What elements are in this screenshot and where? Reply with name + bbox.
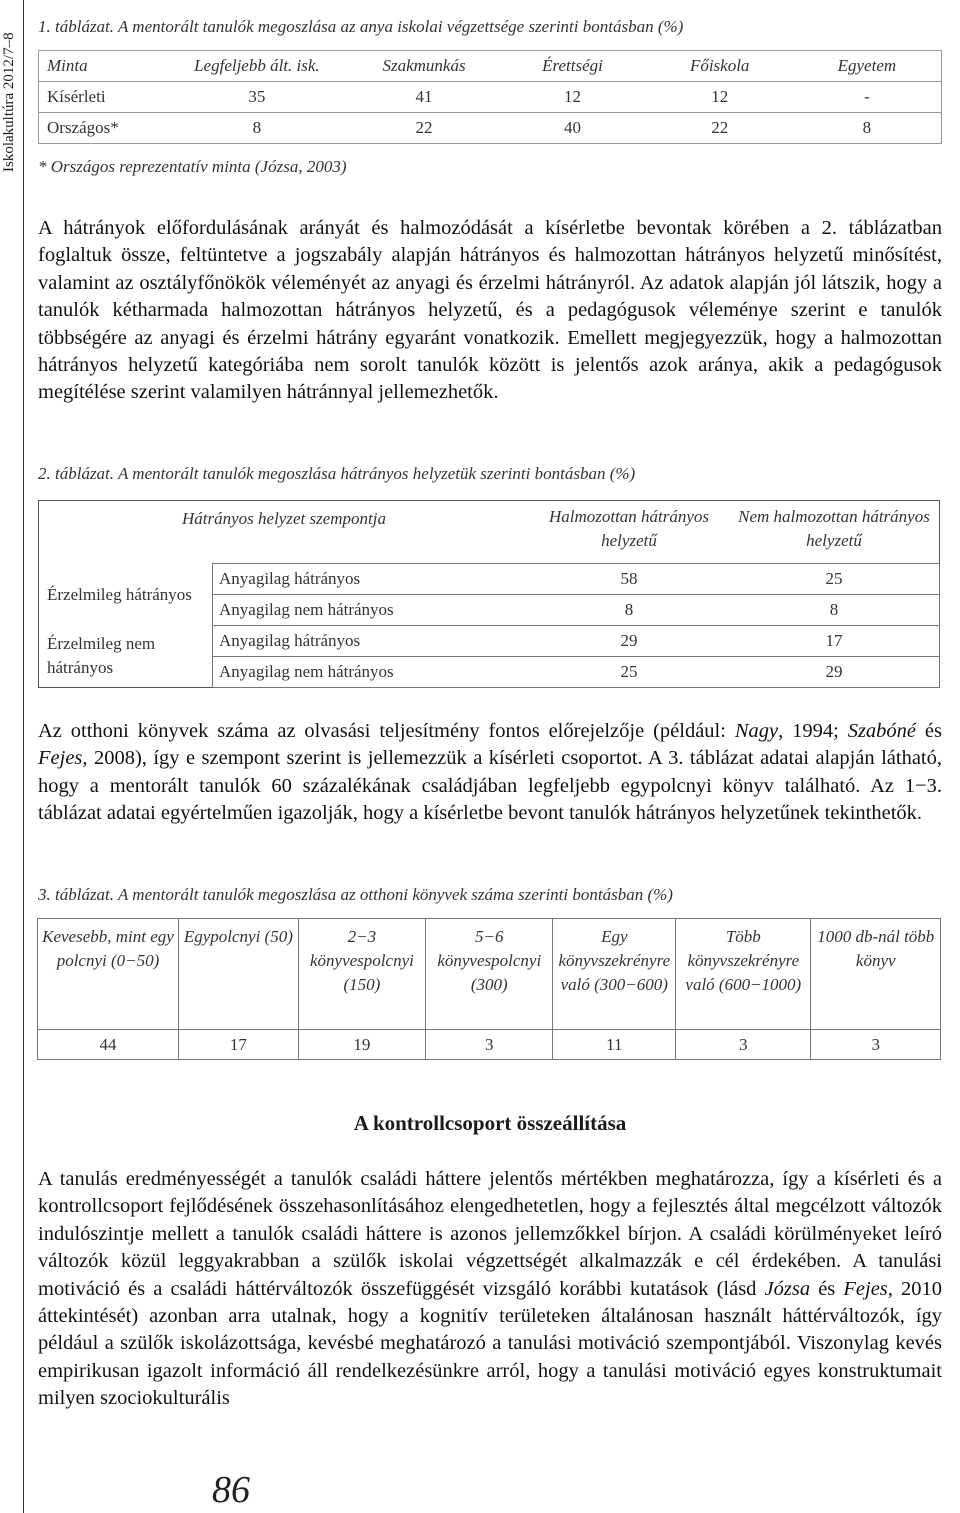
table2-cell: 25 bbox=[529, 657, 729, 688]
table1-row bbox=[39, 113, 942, 144]
body-paragraph-3 bbox=[38, 1166, 942, 1413]
table1-row bbox=[39, 82, 942, 113]
table1-cell: 35 bbox=[164, 82, 350, 113]
table2-group-label: Érzelmileg hátrányos bbox=[47, 584, 192, 604]
table3-cell: 3 bbox=[811, 1030, 941, 1060]
table1-header-cell: Minta bbox=[39, 51, 165, 82]
author-citation: Fejes bbox=[843, 1277, 888, 1300]
table2-group-label: Érzelmileg nem hátrányos bbox=[47, 634, 156, 678]
table3-header-cell: 5−6 könyvespolcnyi (300) bbox=[426, 919, 553, 1030]
table1-cell: 22 bbox=[647, 113, 793, 144]
table1-caption: 1. táblázat. A mentorált tanulók megoszlása az anya iskolai végzettsége szerinti bontásban (%) bbox=[38, 17, 684, 36]
table3-header-row bbox=[38, 919, 941, 1030]
table2-row-label: Anyagilag nem hátrányos bbox=[213, 595, 530, 626]
table3-values-row bbox=[38, 1030, 941, 1060]
table1 bbox=[38, 50, 942, 144]
table2-row bbox=[39, 564, 940, 595]
table3-cell: 3 bbox=[426, 1030, 553, 1060]
para2-text: , 1994; bbox=[778, 720, 848, 742]
para3-text: és bbox=[810, 1277, 844, 1300]
table3-caption: 3. táblázat. A mentorált tanulók megoszlása az otthoni könyvek száma szerinti bontásban (%) bbox=[38, 885, 673, 904]
table1-header-cell: Legfeljebb ált. isk. bbox=[164, 51, 350, 82]
table3 bbox=[37, 918, 941, 1060]
table1-cell: - bbox=[793, 82, 942, 113]
table3-cell: 3 bbox=[676, 1030, 811, 1060]
body-paragraph-2 bbox=[38, 718, 942, 828]
author-citation: Fejes bbox=[38, 747, 83, 770]
table2-cell: 17 bbox=[729, 626, 940, 657]
para2-text: Az otthoni könyvek száma az olvasási teljesítmény fontos előrejelzője (például: bbox=[38, 720, 735, 742]
journal-running-head: Iskolakultúra 2012/7–8 bbox=[1, 32, 17, 172]
table1-header-cell: Egyetem bbox=[793, 51, 942, 82]
table3-cell: 44 bbox=[38, 1030, 179, 1060]
table3-header-cell: 1000 db-nál több könyv bbox=[811, 919, 941, 1030]
author-citation: Szabóné bbox=[847, 720, 917, 742]
table2-header-cumulative: Halmozottan hátrányos helyzetű bbox=[548, 507, 710, 550]
table2-header-noncumulative: Nem halmozottan hátrányos helyzetű bbox=[738, 507, 930, 550]
table1-cell: 22 bbox=[350, 113, 499, 144]
table2-cell: 25 bbox=[729, 564, 940, 595]
table2-caption: 2. táblázat. A mentorált tanulók megoszlása hátrányos helyzetük szerinti bontásban (%) bbox=[38, 464, 636, 483]
table1-cell: 12 bbox=[498, 82, 646, 113]
page-number: 86 bbox=[212, 1469, 250, 1511]
table2-row-label: Anyagilag hátrányos bbox=[213, 626, 530, 657]
section-heading: A kontrollcsoport összeállítása bbox=[353, 1111, 627, 1135]
table1-cell: 41 bbox=[350, 82, 499, 113]
table2-cell: 8 bbox=[529, 595, 729, 626]
table3-header-cell: 2−3 könyvespolcnyi (150) bbox=[298, 919, 425, 1030]
table3-header-cell: Egypolcnyi (50) bbox=[178, 919, 298, 1030]
para2-text: , 2008), így e szempont szerint is jellemezzük a kísérleti csoportot. A 3. táblázat adatai alapján látható, hogy a mentorált tanulók 60 százalékának családjában legfeljebb egypolcnyi könyv található. Az 1−3. táblázat adatai egyértelműen igazolják, hogy a kísérletbe bevont tanulók hátrányos helyzetűnek tekinthetők. bbox=[38, 747, 942, 825]
author-citation: Józsa bbox=[764, 1277, 811, 1300]
table2 bbox=[38, 500, 940, 688]
para3-text: A tanulás eredményességét a tanulók családi háttere jelentős mértékben meghatározza, így a kísérleti és a kontrollcsoport fejlődésének összehasonlításához elengedhetetlen, hogy a fejlesztés által megcélzott változók indulószintje mellett a tanulók családi háttere is azonos jellemzőkkel bírjon. A családi körülményeket leíró változók közül leggyakrabban a szülők iskolai végzettségét alkalmazzák e cél érdekében. A tanulási motiváció és a családi háttérváltozók összefüggését vizsgáló korábbi kutatások (lásd bbox=[38, 1168, 942, 1300]
table2-row-label: Anyagilag nem hátrányos bbox=[213, 657, 530, 688]
table1-cell: Kísérleti bbox=[39, 82, 165, 113]
table3-header-cell: Kevesebb, mint egy polcnyi (0−50) bbox=[38, 919, 179, 1030]
para3-text: , 2010 áttekintését) azonban arra utalnak, hogy a kognitív területeken általánosan használt háttérváltozók, így például a szülők iskolázottsága, kevésbé meghatározó a tanulási motiváció szempontjából. Viszonylag kevés empirikusan igazolt információ áll rendelkezésünkre arról, hogy a tanulási motiváció egyes konstruktumait milyen szociokulturális bbox=[38, 1277, 943, 1410]
table1-footnote: * Országos reprezentatív minta (Józsa, 2003) bbox=[38, 157, 347, 176]
table3-cell: 11 bbox=[553, 1030, 676, 1060]
table2-cell: 58 bbox=[529, 564, 729, 595]
table2-row bbox=[39, 626, 940, 657]
table3-header-cell: Több könyvszekrényre való (600−1000) bbox=[676, 919, 811, 1030]
table2-header-aspect: Hátrányos helyzet szempontja bbox=[182, 509, 386, 528]
table1-header-cell: Szakmunkás bbox=[350, 51, 499, 82]
table1-cell: 8 bbox=[164, 113, 350, 144]
table1-header-cell: Érettségi bbox=[498, 51, 646, 82]
table3-cell: 17 bbox=[178, 1030, 298, 1060]
table2-row-label: Anyagilag hátrányos bbox=[213, 564, 530, 595]
para2-text: és bbox=[916, 720, 942, 742]
body-paragraph-1: A hátrányok előfordulásának arányát és halmozódását a kísérletbe bevontak körében a 2. táblázatban foglaltuk össze, feltüntetve a jogszabály alapján hátrányos és halmozottan hátrányos helyzetű minősítést, valamint az osztályfőnökök véleményét az anyagi és érzelmi hátrányról. Az adatok alapján jól látszik, hogy a tanulók kétharmada halmozottan hátrányos helyzetű, és a pedagógusok véleménye szerint e tanulók többségére az anyagi és érzelmi hátrány egyaránt vonatkozik. Emellett megjegyezzük, hogy a halmozottan hátrányos helyzetű kategóriába nem sorolt tanulók között is jelentős azok aránya, akik a pedagógusok megítélése szerint valamilyen hátránnyal jellemezhetők. bbox=[38, 217, 942, 404]
table1-cell: 8 bbox=[793, 113, 942, 144]
table2-cell: 29 bbox=[529, 626, 729, 657]
table1-cell: 40 bbox=[498, 113, 646, 144]
table3-cell: 19 bbox=[298, 1030, 425, 1060]
table1-cell: 12 bbox=[647, 82, 793, 113]
author-citation: Nagy bbox=[734, 720, 779, 742]
table3-header-cell: Egy könyvszekrényre való (300−600) bbox=[553, 919, 676, 1030]
table2-cell: 29 bbox=[729, 657, 940, 688]
table2-cell: 8 bbox=[729, 595, 940, 626]
table1-cell: Országos* bbox=[39, 113, 165, 144]
table1-header-cell: Főiskola bbox=[647, 51, 793, 82]
table1-header-row bbox=[39, 51, 942, 82]
table2-header-row bbox=[39, 501, 940, 564]
side-rule bbox=[0, 0, 24, 1513]
